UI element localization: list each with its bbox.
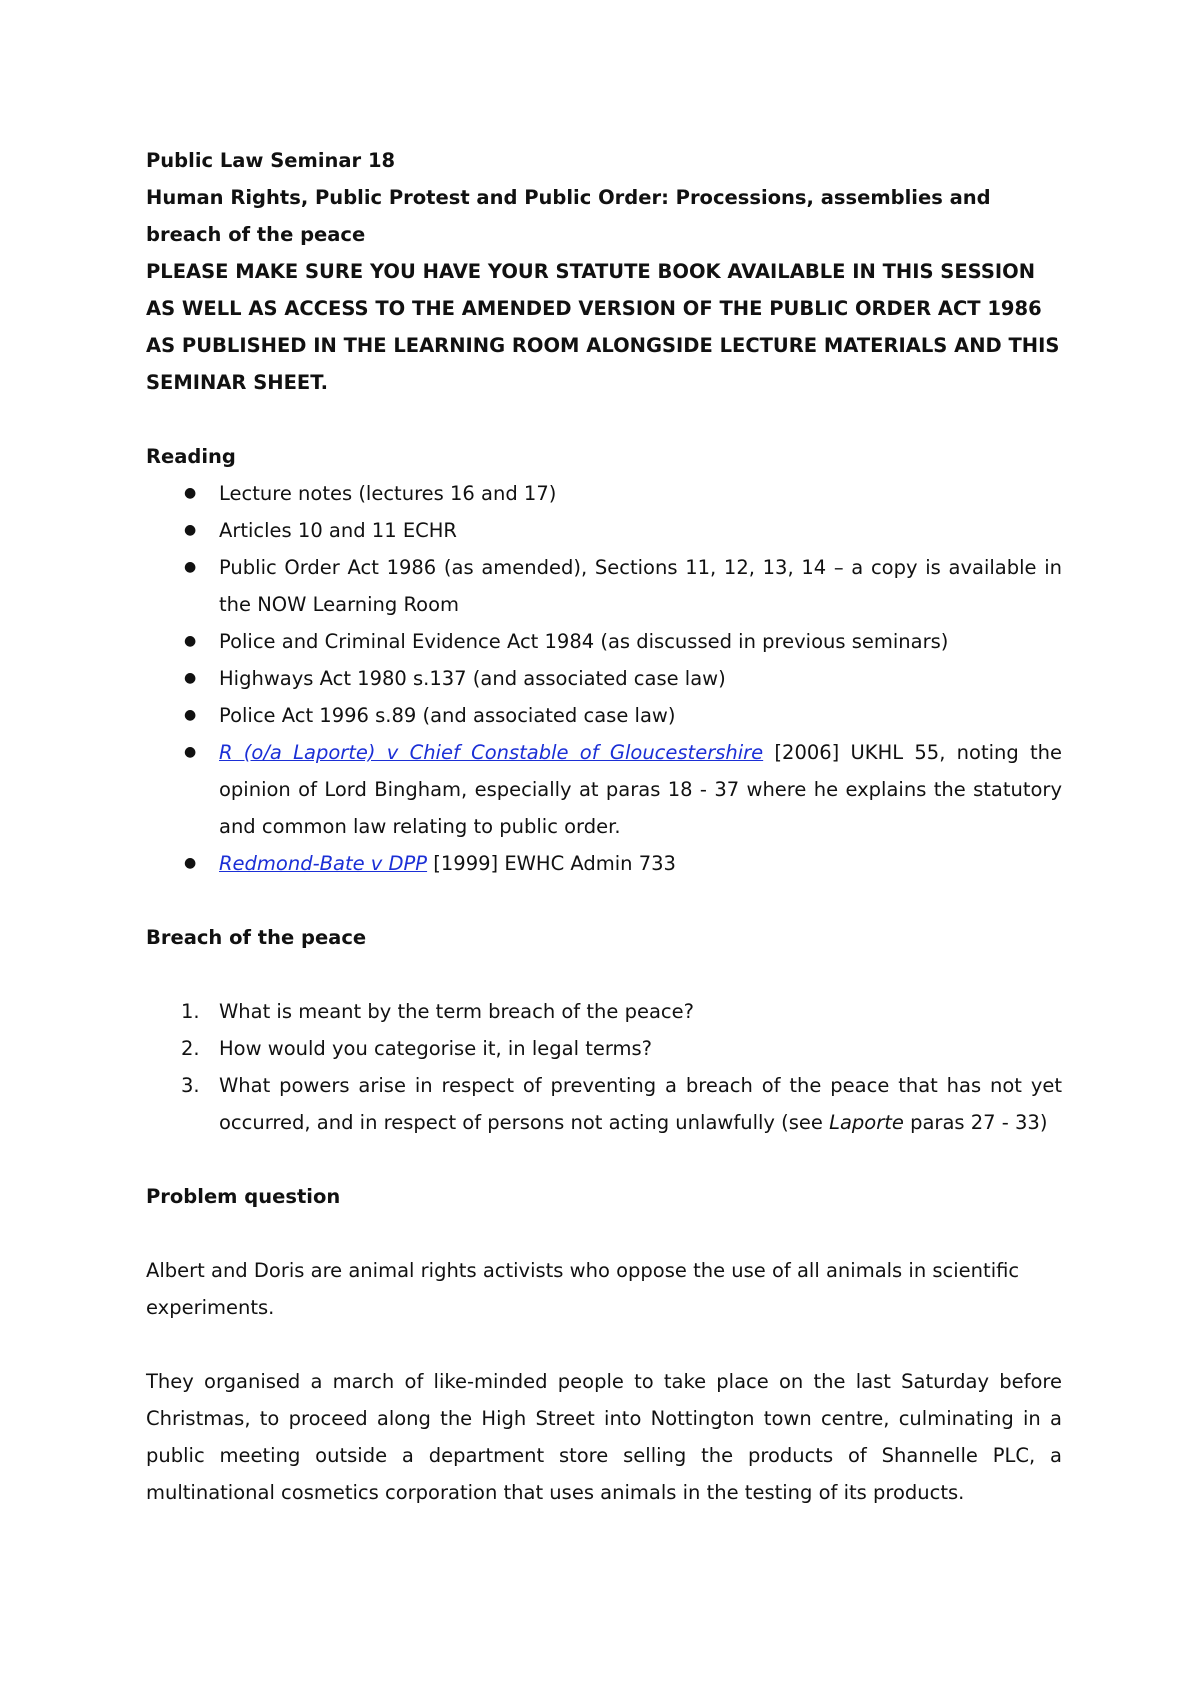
bullet-icon: ● <box>184 633 197 649</box>
question-item: 2. How would you categorise it, in legal terms? <box>181 1037 653 1060</box>
list-item: ● Police Act 1996 s.89 (and associated case law) <box>146 697 1062 734</box>
spacer <box>146 1141 1062 1178</box>
list-item: ● Public Order Act 1986 (as amended), Sections 11, 12, 13, 14 – a copy is available in the NOW Learning Room <box>146 549 1062 623</box>
bullet-icon: ● <box>184 485 197 501</box>
list-item: ● Highways Act 1980 s.137 (and associated case law) <box>146 660 1062 697</box>
spacer <box>146 401 1062 438</box>
bullet-icon: ● <box>184 522 197 538</box>
list-item: ● Lecture notes (lectures 16 and 17) <box>146 475 1062 512</box>
list-item: ● Police and Criminal Evidence Act 1984 (as discussed in previous seminars) <box>146 623 1062 660</box>
breach-heading: Breach of the peace <box>146 926 367 949</box>
bullet-icon: ● <box>184 559 197 575</box>
problem-heading: Problem question <box>146 1185 341 1208</box>
question-item: 3. What powers arise in respect of preventing a breach of the peace that has not yet occurred, and in respect of persons not acting unlawfully (see Laporte paras 27 - 33) <box>181 1074 1062 1134</box>
spacer <box>146 882 1062 919</box>
question-item: 1. What is meant by the term breach of the peace? <box>181 1000 694 1023</box>
bullet-icon: ● <box>184 744 197 760</box>
list-item-redmond: ● Redmond-Bate v DPP [1999] EWHC Admin 733 <box>146 845 1062 882</box>
laporte-reference: Laporte <box>829 1111 904 1134</box>
seminar-title: Public Law Seminar 18 <box>146 149 396 172</box>
bullet-icon: ● <box>184 670 197 686</box>
bullet-icon: ● <box>184 707 197 723</box>
statute-notice: PLEASE MAKE SURE YOU HAVE YOUR STATUTE BOOK AVAILABLE IN THIS SESSION AS WELL AS ACCESS TO THE AMENDED VERSION OF THE PUBLIC ORDER ACT 1986 AS PUBLISHED IN THE LEARNING ROOM ALONGSIDE LECTURE MATERIALS AND THIS SEMINAR SHEET. <box>146 260 1060 394</box>
spacer <box>146 956 1062 993</box>
problem-paragraph-2: They organised a march of like-minded people to take place on the last Saturday before Christmas, to proceed along the High Street into Nottington town centre, culminating in a public meeting outside a department store selling the products of Shannelle PLC, a multinational cosmetics corporation that uses animals in the testing of its products. <box>146 1370 1062 1504</box>
bullet-icon: ● <box>184 855 197 871</box>
breach-questions <box>146 993 1062 1141</box>
reading-heading: Reading <box>146 445 236 468</box>
spacer <box>146 1215 1062 1252</box>
spacer <box>146 1326 1062 1363</box>
document-page <box>146 142 1062 1511</box>
problem-paragraph-1: Albert and Doris are animal rights activists who oppose the use of all animals in scientific experiments. <box>146 1259 1020 1319</box>
reading-list <box>146 475 1062 882</box>
list-item-laporte: ● R (o/a Laporte) v Chief Constable of Gloucestershire [2006] UKHL 55, noting the opinion of Lord Bingham, especially at paras 18 - 37 where he explains the statutory and common law relating to public order. <box>146 734 1062 845</box>
laporte-case-link[interactable]: R (o/a Laporte) v Chief Constable of Gloucestershire <box>219 741 764 764</box>
list-item: ● Articles 10 and 11 ECHR <box>146 512 1062 549</box>
seminar-subtitle: Human Rights, Public Protest and Public Order: Processions, assemblies and breach of the peace <box>146 186 991 246</box>
redmond-bate-case-link[interactable]: Redmond-Bate v DPP <box>219 852 428 875</box>
